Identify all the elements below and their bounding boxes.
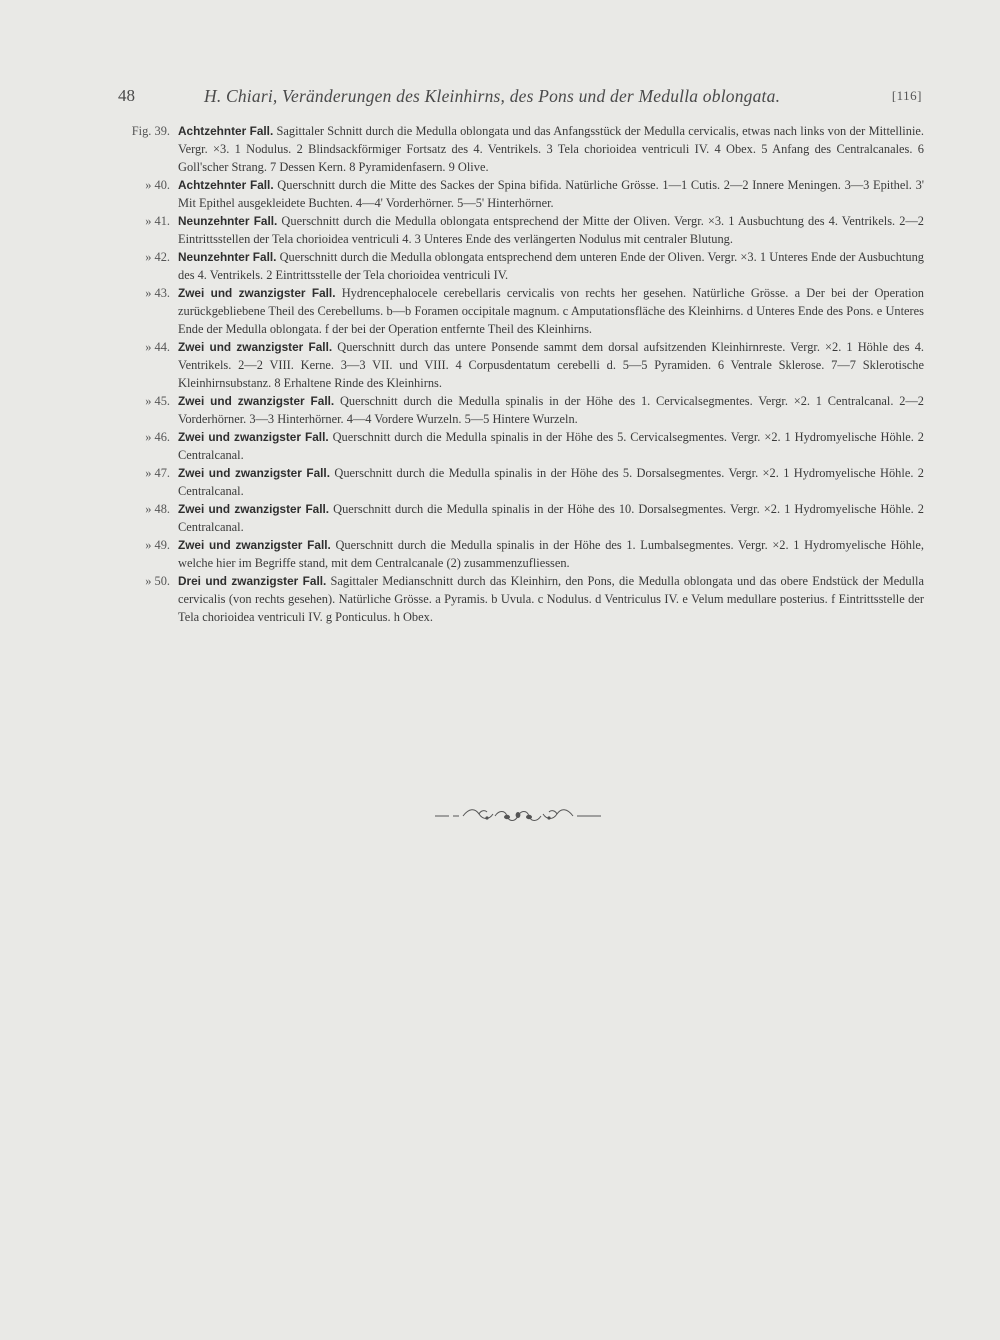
caption-text: Sagittaler Schnitt durch die Medulla oblongata und das Anfangsstück der Medulla cervicalis, etwas nach links von der Mittellinie. Vergr. ×3. 1 Nodulus. 2 Blindsackförmiger Fortsatz des 4. Ventrikels. 3 Tela chorioidea ventriculi IV. 4 Obex. 5 Anfang des Centralcanales. 6 Goll'scher Strang. 7 Dessen Kern. 8 Pyramidenfasern. 9 Olive. — [178, 124, 924, 174]
figure-label: Fig. 39. — [131, 124, 170, 138]
figure-label: » 47. — [145, 466, 170, 480]
figure-caption — [118, 536, 924, 572]
caption-text: Querschnitt durch das untere Ponsende sammt dem dorsal aufsitzenden Kleinhirnreste. Vergr. ×2. 1 Höhle des 4. Ventrikels. 2—2 VIII. Kerne. 3—3 VII. und VIII. 4 Corpusdentatum cerebelli d. 5—5 Pyramiden. 6 Ventrale Sklerose. 7—7 Sklerotische Kleinhirnsubstanz. 8 Erhaltene Rinde des Kleinhirns. — [178, 340, 924, 390]
case-title: Zwei und zwanzigster Fall. — [178, 394, 335, 408]
case-title: Zwei und zwanzigster Fall. — [178, 502, 330, 516]
caption-text: Querschnitt durch die Medulla spinalis in der Höhe des 5. Dorsalsegmentes. Vergr. ×2. 1 Hydromyelische Höhle. 2 Centralcanal. — [178, 466, 924, 498]
figure-caption — [118, 392, 924, 428]
figure-caption — [118, 338, 924, 392]
figure-label: » 50. — [145, 574, 170, 588]
caption-text: Hydrencephalocele cerebellaris cervicalis von rechts her gesehen. Natürliche Grösse. a Der bei der Operation zurückgebliebene Theil des Cerebellums. b—b Foramen occipitale magnum. c Amputationsfläche des Kleinhirns. d Unteres Ende des Pons. e Unteres Ende der Medulla oblongata. f der bei der Operation entfernte Theil des Kleinhirns. — [178, 286, 924, 336]
figure-caption — [118, 212, 924, 248]
case-title: Neunzehnter Fall. — [178, 250, 277, 264]
figure-label: » 46. — [145, 430, 170, 444]
figure-captions — [118, 122, 924, 626]
case-title: Zwei und zwanzigster Fall. — [178, 430, 329, 444]
case-title: Neunzehnter Fall. — [178, 214, 278, 228]
figure-label: » 41. — [145, 214, 170, 228]
case-title: Zwei und zwanzigster Fall. — [178, 286, 336, 300]
caption-text: Sagittaler Medianschnitt durch das Kleinhirn, den Pons, die Medulla oblongata und das obere Endstück der Medulla cervicalis (von rechts gesehen). Natürliche Grösse. a Pyramis. b Uvula. c Nodulus. d Ventriculus IV. e Velum medullare posterius. f Eintrittsstelle der Tela chorioidea ventriculi IV. g Ponticulus. h Obex. — [178, 574, 924, 624]
figure-label: » 43. — [145, 286, 170, 300]
case-title: Zwei und zwanzigster Fall. — [178, 466, 330, 480]
page-reference: [116] — [891, 88, 922, 103]
figure-caption — [118, 284, 924, 338]
figure-caption — [118, 176, 924, 212]
figure-caption — [118, 464, 924, 500]
figure-label: » 40. — [145, 178, 170, 192]
case-title: Zwei und zwanzigster Fall. — [178, 340, 333, 354]
figure-caption — [118, 572, 924, 626]
caption-text: Querschnitt durch die Medulla spinalis in der Höhe des 10. Dorsalsegmentes. Vergr. ×2. 1 Hydromyelische Höhle. 2 Centralcanal. — [178, 502, 924, 534]
case-title: Zwei und zwanzigster Fall. — [178, 538, 331, 552]
caption-text: Querschnitt durch die Medulla spinalis in der Höhe des 1. Lumbalsegmentes. Vergr. ×2. 1 Hydromyelische Höhle, welche hier im Begriffe stand, mit dem Centralcanale (2) zusammenzufliessen. — [178, 538, 924, 570]
figure-label: » 44. — [145, 340, 170, 354]
case-title: Drei und zwanzigster Fall. — [178, 574, 327, 588]
figure-caption — [118, 500, 924, 536]
figure-label: » 48. — [145, 502, 170, 516]
figure-label: » 49. — [145, 538, 170, 552]
figure-label: » 42. — [145, 250, 170, 264]
caption-text: Querschnitt durch die Medulla spinalis in der Höhe des 1. Cervicalsegmentes. Vergr. ×2. 1 Centralcanal. 2—2 Vorderhörner. 3—3 Hinterhörner. 4—4 Vordere Wurzeln. 5—5 Hintere Wurzeln. — [178, 394, 925, 426]
caption-text: Querschnitt durch die Mitte des Sackes der Spina bifida. Natürliche Grösse. 1—1 Cutis. 2—2 Innere Meningen. 3—3 Epithel. 3' Mit Epithel ausgekleidete Buchten. 4—4' Vorderhörner. 5—5' Hinterhörner. — [178, 178, 924, 210]
figure-caption — [118, 248, 924, 284]
caption-text: Querschnitt durch die Medulla spinalis in der Höhe des 5. Cervicalsegmentes. Vergr. ×2. 1 Hydromyelische Höhle. 2 Centralcanal. — [178, 430, 924, 462]
caption-text: Querschnitt durch die Medulla oblongata entsprechend dem unteren Ende der Oliven. Vergr. ×3. 1 Unteres Ende der Ausbuchtung des 4. Ventrikels. 2 Eintrittsstelle der Tela chorioidea ventriculi IV. — [178, 250, 924, 282]
figure-label: » 45. — [145, 394, 170, 408]
running-title: H. Chiari, Veränderungen des Kleinhirns, des Pons und der Medulla oblongata. — [204, 86, 781, 106]
figure-caption — [118, 122, 924, 176]
case-title: Achtzehnter Fall. — [178, 124, 274, 138]
case-title: Achtzehnter Fall. — [178, 178, 274, 192]
page-header — [118, 86, 922, 112]
fleuron-divider-icon — [435, 806, 601, 826]
figure-caption — [118, 428, 924, 464]
page-number: 48 — [118, 86, 135, 105]
caption-text: Querschnitt durch die Medulla oblongata entsprechend der Mitte der Oliven. Vergr. ×3. 1 Ausbuchtung des 4. Ventrikels. 2—2 Eintrittsstellen der Tela chorioidea ventriculi 4. 3 Unteres Ende des verlängerten Nodulus mit centraler Blutung. — [178, 214, 924, 246]
